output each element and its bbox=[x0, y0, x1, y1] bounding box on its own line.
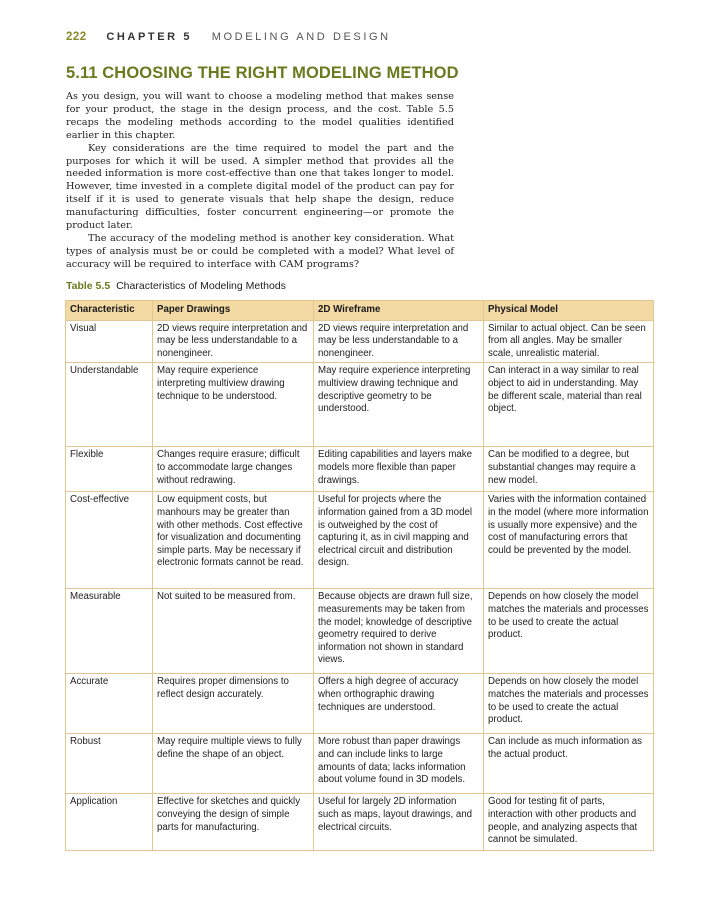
running-header bbox=[66, 31, 391, 43]
section-title: 5.11 CHOOSING THE RIGHT MODELING METHOD bbox=[66, 64, 459, 82]
modeling-methods-table bbox=[65, 300, 654, 851]
table-cell: Requires proper dimensions to reflect design accurately. bbox=[153, 674, 314, 734]
table-cell: 2D views require interpretation and may be less understandable to a nonengineer. bbox=[153, 320, 314, 363]
table-cell: May require multiple views to fully define the shape of an object. bbox=[153, 734, 314, 794]
table-cell: Can interact in a way similar to real object to aid in understanding. May be different scale, material than real object. bbox=[484, 363, 654, 447]
table-cell: Depends on how closely the model matches the materials and processes to be used to create the actual product. bbox=[484, 589, 654, 674]
table-cell: May require experience interpreting multiview drawing technique to be understood. bbox=[153, 363, 314, 447]
row-label: Visual bbox=[66, 320, 153, 363]
row-label: Flexible bbox=[66, 447, 153, 492]
chapter-label: CHAPTER 5 bbox=[106, 31, 193, 43]
table-cell: Can include as much information as the actual product. bbox=[484, 734, 654, 794]
row-label: Robust bbox=[66, 734, 153, 794]
page-number: 222 bbox=[66, 31, 87, 43]
header-paper-drawings: Paper Drawings bbox=[153, 301, 314, 321]
body-text bbox=[66, 91, 454, 272]
table-row bbox=[66, 589, 654, 674]
header-2d-wireframe: 2D Wireframe bbox=[314, 301, 484, 321]
table-cell: Low equipment costs, but manhours may be greater than with other methods. Cost effective for visualization and documenting simple parts. May be necessary if electronic formats cannot be read. bbox=[153, 492, 314, 589]
row-label: Understandable bbox=[66, 363, 153, 447]
table-row bbox=[66, 447, 654, 492]
header-physical-model: Physical Model bbox=[484, 301, 654, 321]
table-row bbox=[66, 674, 654, 734]
table-cell: Not suited to be measured from. bbox=[153, 589, 314, 674]
row-label: Measurable bbox=[66, 589, 153, 674]
row-label: Cost-effective bbox=[66, 492, 153, 589]
table-row bbox=[66, 363, 654, 447]
table-cell: Effective for sketches and quickly conveying the design of simple parts for manufacturing. bbox=[153, 794, 314, 851]
row-label: Application bbox=[66, 794, 153, 851]
table-cell: Editing capabilities and layers make models more flexible than paper drawings. bbox=[314, 447, 484, 492]
table-row bbox=[66, 734, 654, 794]
table-cell: Changes require erasure; difficult to accommodate large changes without redrawing. bbox=[153, 447, 314, 492]
table-cell: Varies with the information contained in the model (where more information is usually more expensive) and the cost of manufacturing errors that could be prevented by the model. bbox=[484, 492, 654, 589]
table-header-row bbox=[66, 301, 654, 321]
table-cell: Offers a high degree of accuracy when orthographic drawing techniques are understood. bbox=[314, 674, 484, 734]
table-cell: Good for testing fit of parts, interaction with other products and people, and analyzing aspects that cannot be simulated. bbox=[484, 794, 654, 851]
chapter-title: MODELING AND DESIGN bbox=[211, 31, 391, 43]
table-cell: Because objects are drawn full size, measurements may be taken from the model; knowledge of descriptive geometry required to derive information not shown in standard views. bbox=[314, 589, 484, 674]
table-cell: More robust than paper drawings and can include links to large amounts of data; lacks information about volume found in 3D models. bbox=[314, 734, 484, 794]
table-cell: Depends on how closely the model matches the materials and processes to be used to create the actual product. bbox=[484, 674, 654, 734]
table-label: Table 5.5 bbox=[66, 280, 111, 292]
table-caption bbox=[66, 280, 286, 292]
table-cell: 2D views require interpretation and may be less understandable to a nonengineer. bbox=[314, 320, 484, 363]
paragraph-1: As you design, you will want to choose a modeling method that makes sense for your product, the stage in the design process, and the cost. Table 5.5 recaps the modeling methods according to the model qualities identified earlier in this chapter. bbox=[66, 91, 454, 141]
table-row bbox=[66, 794, 654, 851]
table-row bbox=[66, 320, 654, 363]
table-caption-text: Characteristics of Modeling Methods bbox=[116, 280, 286, 292]
table-cell: Useful for largely 2D information such as maps, layout drawings, and electrical circuits. bbox=[314, 794, 484, 851]
table-cell: May require experience interpreting multiview drawing technique and descriptive geometry to be understood. bbox=[314, 363, 484, 447]
paragraph-2: Key considerations are the time required to model the part and the purposes for which it will be used. A simpler method that provides all the needed information is more cost-effective than one that takes longer to model. However, time invested in a complete digital model of the product can pay for itself if it is used to generate visuals that help shape the design, reduce manufacturing difficulties, foster concurrent engineering—or promote the product later. bbox=[66, 142, 454, 232]
header-characteristic: Characteristic bbox=[66, 301, 153, 321]
table-cell: Useful for projects where the information gained from a 3D model is outweighed by the cost of capturing it, as in civil mapping and electrical circuit and distribution design. bbox=[314, 492, 484, 589]
table-cell: Similar to actual object. Can be seen from all angles. May be smaller scale, unrealistic material. bbox=[484, 320, 654, 363]
row-label: Accurate bbox=[66, 674, 153, 734]
paragraph-3: The accuracy of the modeling method is another key consideration. What types of analysis must be or could be completed with a model? What level of accuracy will be required to interface with CAM programs? bbox=[66, 232, 454, 270]
table-row bbox=[66, 492, 654, 589]
table-cell: Can be modified to a degree, but substantial changes may require a new model. bbox=[484, 447, 654, 492]
